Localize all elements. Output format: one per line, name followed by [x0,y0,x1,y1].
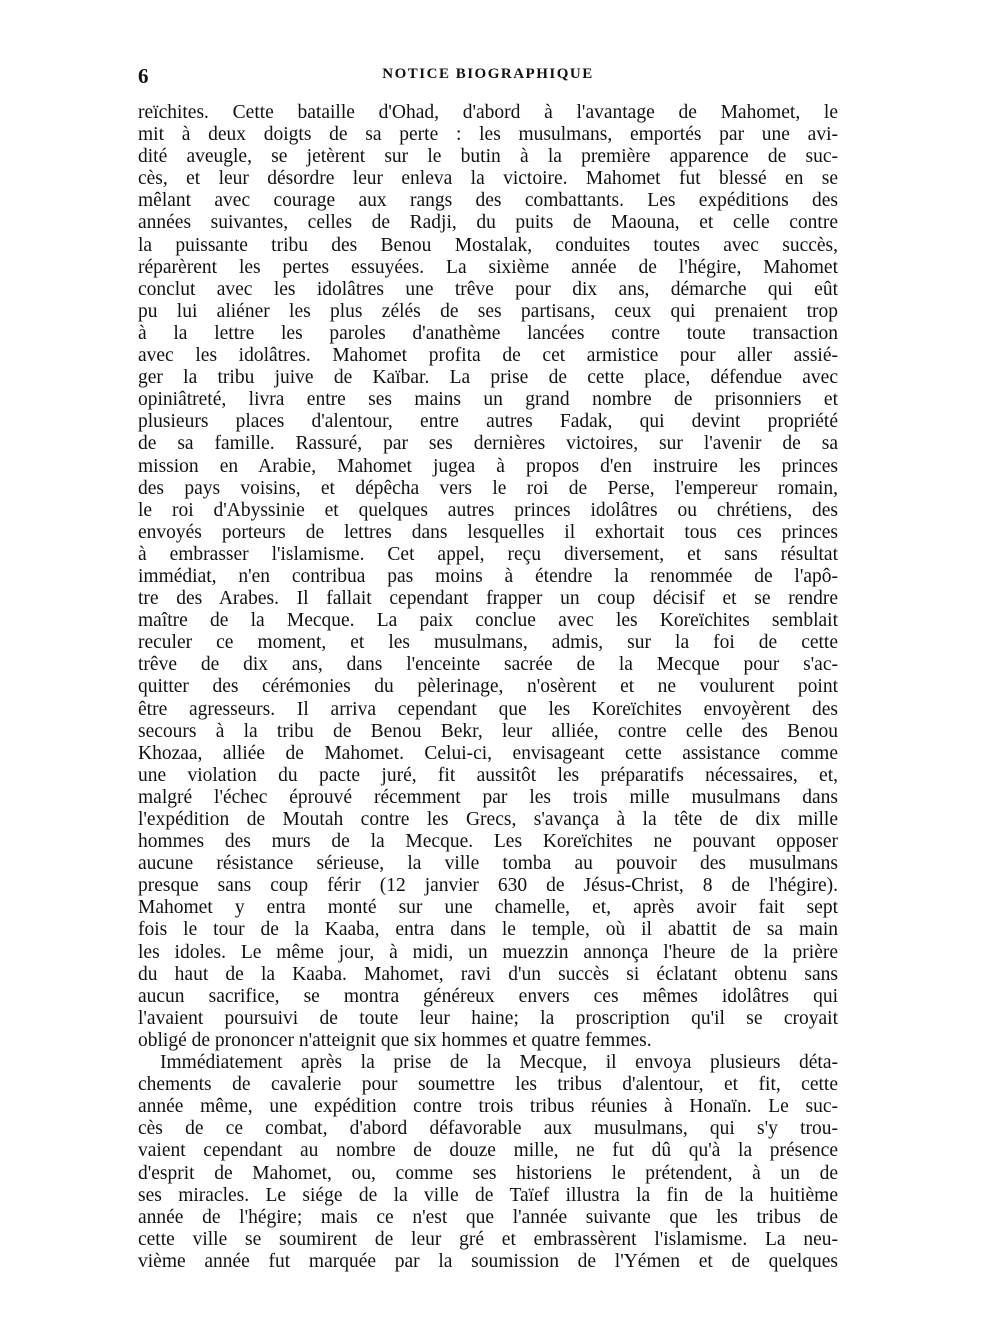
text-line: vième année fut marquée par la soumission de l'Yémen et de quelques [138,1250,838,1272]
body-text [138,102,838,1273]
text-line: tre des Arabes. Il fallait cependant frapper un coup décisif et se rendre [138,588,838,610]
text-line: reïchites. Cette bataille d'Ohad, d'abord à l'avantage de Mahomet, le [138,102,838,123]
text-line: l'expédition de Moutah contre les Grecs, s'avança à la tête de dix mille [138,809,838,830]
text-line: Immédiatement après la prise de la Mecque, il envoya plusieurs déta- [160,1052,838,1074]
text-line: cès de ce combat, d'abord défavorable aux musulmans, qui s'y trou- [138,1118,838,1140]
text-line: le roi d'Abyssinie et quelques autres princes idolâtres ou chrétiens, des [138,499,838,521]
text-line: années suivantes, celles de Radji, du puits de Maouna, et celle contre [138,212,838,234]
text-line: plusieurs places d'alentour, entre autres Fadak, qui devint propriété [138,411,838,433]
text-line: trêve de dix ans, dans l'enceinte sacrée de la Mecque pour s'ac- [138,654,838,676]
text-line: pu lui aliéner les plus zélés de ses partisans, ceux qui prenaient trop [138,300,838,322]
text-line: aucune résistance sérieuse, la ville tomba au pouvoir des musulmans [138,853,838,875]
text-line: être agresseurs. Il arriva cependant que les Koreïchites envoyèrent des [138,698,838,720]
text-line: reculer ce moment, et les musulmans, admis, sur la foi de cette [138,632,838,654]
text-line: maître de la Mecque. La paix conclue avec les Koreïchites semblait [138,610,838,632]
text-line: ses miracles. Le siége de la ville de Taïef illustra la fin de la huitième [138,1184,838,1206]
text-line: fois le tour de la Kaaba, entra dans le temple, où il abattit de sa main [138,919,838,941]
text-line: conclut avec les idolâtres une trêve pour dix ans, démarche qui eût [138,278,838,300]
text-line: de sa famille. Rassuré, par ses dernières victoires, sur l'avenir de sa [138,433,838,455]
text-line: aucun sacrifice, se montra généreux envers ces mêmes idolâtres qui [138,985,838,1007]
text-line: du haut de la Kaaba. Mahomet, ravi d'un succès si éclatant obtenu sans [138,963,838,985]
text-line: l'avaient poursuivi de toute leur haine; la proscription qu'il se croyait [138,1007,838,1029]
text-line: une violation du pacte juré, fit aussitôt les préparatifs nécessaires, et, [138,764,838,786]
text-line: Khozaa, alliée de Mahomet. Celui-ci, envisageant cette assistance comme [138,742,838,764]
text-line: mission en Arabie, Mahomet jugea à propos d'en instruire les princes [138,455,838,477]
text-line: hommes des murs de la Mecque. Les Koreïchites ne pouvant opposer [138,831,838,853]
text-line: ger la tribu juive de Kaïbar. La prise de cette place, défendue avec [138,367,838,389]
text-line: quitter des cérémonies du pèlerinage, n'osèrent et ne voulurent point [138,676,838,698]
text-line: année même, une expédition contre trois tribus réunies à Honaïn. Le suc- [138,1096,838,1118]
text-line: cette ville se soumirent de leur gré et embrassèrent l'islamisme. La neu- [138,1228,838,1250]
text-line: secours à la tribu de Benou Bekr, leur alliée, contre celle des Benou [138,720,838,742]
text-line: envoyés porteurs de lettres dans lesquelles il exhortait tous ces princes [138,521,838,543]
text-line: avec les idolâtres. Mahomet profita de cet armistice pour aller assié- [138,345,838,367]
page-header [138,64,838,88]
text-line: mit à deux doigts de sa perte : les musulmans, emportés par une avi- [138,124,838,146]
text-line: d'esprit de Mahomet, ou, comme ses historiens le prétendent, à un de [138,1162,838,1184]
text-line: presque sans coup férir (12 janvier 630 de Jésus-Christ, 8 de l'hégire). [138,875,838,897]
text-line: immédiat, n'en contribua pas moins à étendre la renommée de l'apô- [138,565,838,587]
text-line: vaient cependant au nombre de douze mille, ne fut dû qu'à la présence [138,1140,838,1162]
text-line: dité aveugle, se jetèrent sur le butin à la première apparence de suc- [138,146,838,168]
text-line: obligé de prononcer n'atteignit que six hommes et quatre femmes. [138,1029,652,1051]
text-line: des pays voisins, et dépêcha vers le roi de Perse, l'empereur romain, [138,477,838,499]
text-line: chements de cavalerie pour soumettre les tribus d'alentour, et fit, cette [138,1074,838,1096]
text-line: à la lettre les paroles d'anathème lancées contre toute transaction [138,322,838,344]
text-line: réparèrent les pertes essuyées. La sixième année de l'hégire, Mahomet [138,256,838,278]
text-line: la puissante tribu des Benou Mostalak, conduites toutes avec succès, [138,234,838,256]
text-line: opiniâtreté, livra entre ses mains un grand nombre de prisonniers et [138,389,838,411]
text-line: cès, et leur désordre leur enleva la victoire. Mahomet fut blessé en se [138,168,838,190]
text-line: année de l'hégire; mais ce n'est que l'année suivante que les tribus de [138,1206,838,1228]
page-number: 6 [138,64,149,88]
running-head: NOTICE BIOGRAPHIQUE [382,66,594,82]
text-line: Mahomet y entra monté sur une chamelle, et, après avoir fait sept [138,897,838,919]
text-line: les idoles. Le même jour, à midi, un muezzin annonça l'heure de la prière [138,941,838,963]
text-line: mêlant avec courage aux rangs des combattants. Les expéditions des [138,190,838,212]
text-line: à embrasser l'islamisme. Cet appel, reçu diversement, et sans résultat [138,543,838,565]
text-line: malgré l'échec éprouvé récemment par les trois mille musulmans dans [138,786,838,808]
